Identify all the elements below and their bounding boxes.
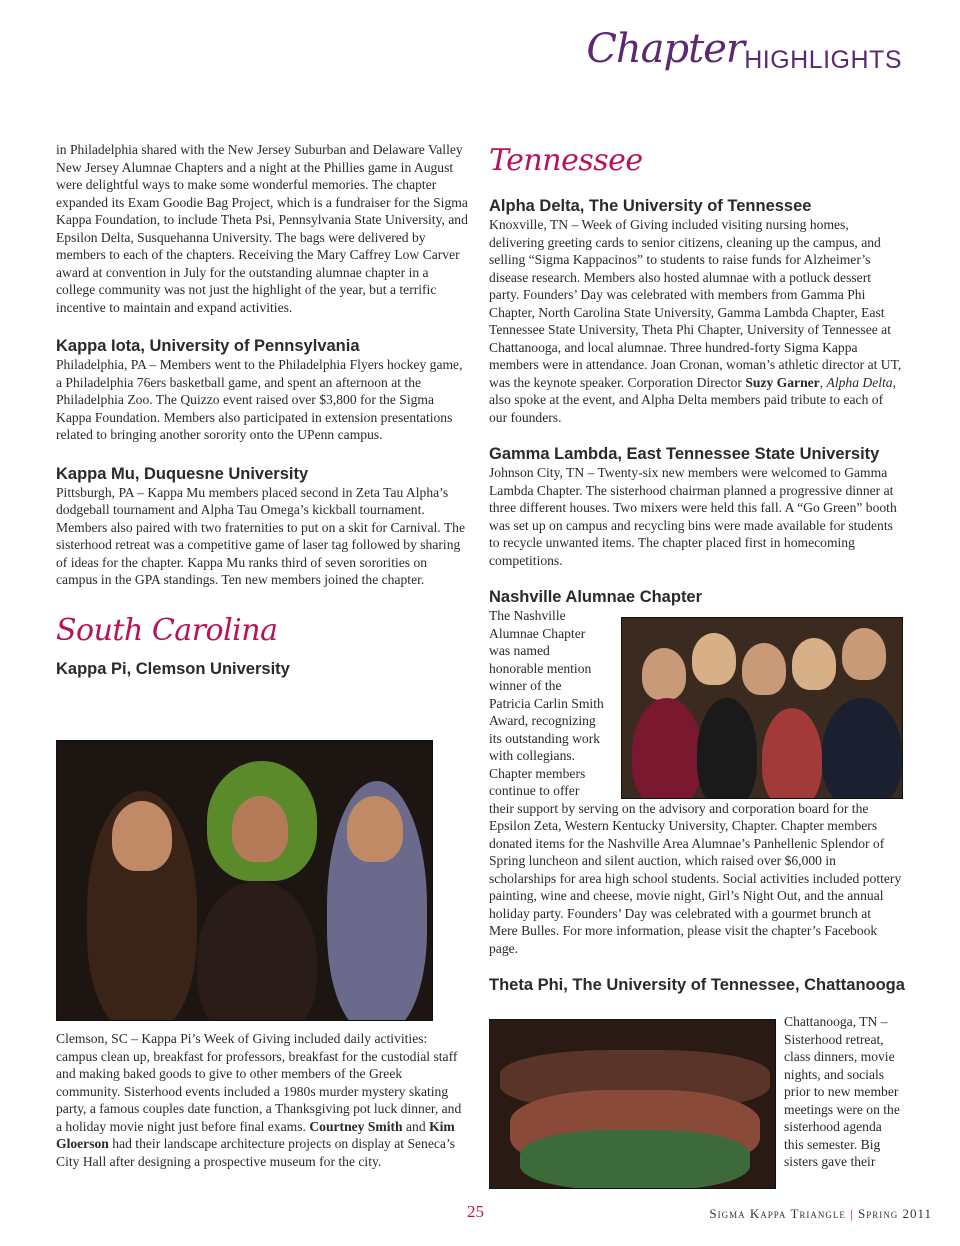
issue-label: Spring 2011	[857, 1206, 932, 1221]
nashville-photo	[621, 617, 903, 799]
state-heading-south-carolina: South Carolina	[56, 612, 278, 648]
right-column	[489, 141, 903, 995]
chapter-text-kappa-pi: Clemson, SC – Kappa Pi’s Week of Giving included daily activities: campus clean up, breakfast for professors, breakfast for the custodial staff and making baked goods to give to other members of the Greek community. Sisterhood events included a 1980s murder mystery skating party, a famous couples date function, a Thanksgiving pot luck dinner, and a holiday movie night just before final exams. Courtney Smith and Kim Gloerson had their landscape architecture projects on display at Seneca’s City Hall after designing a prospective museum for the city.	[56, 1031, 462, 1169]
page-number: 25	[467, 1202, 484, 1221]
chapter-text-theta-phi: Chattanooga, TN – Sisterhood retreat, class dinners, movie nights, and socials prior to new member meetings were on the sisterhood agenda this semester. Big sisters gave their	[784, 1014, 900, 1169]
chapter-text-nashville-wide: their support by serving on the advisory and corporation board for the Epsilon Zeta, Western Kentucky University, Chapter. Chapter members donated items for the Nashville Area Alumnae’s Panhellenic Splendor of Spring luncheon and silent auction, which raised over $6,000 in scholarships for area high school students. Social activities included pottery painting, wine and cheese, movie night, Girl’s Night Out, and the annual holiday party. Founders’ Day was celebrated with a gourmet brunch at Mere Bulles. For more information, please visit the chapter’s Facebook page.	[489, 800, 902, 956]
member-name-kim-gloerson: Kim Gloerson	[56, 1118, 455, 1151]
header-script-word: Chapter	[586, 26, 744, 72]
state-heading-tennessee: Tennessee	[489, 143, 643, 178]
chapter-title-theta-phi: Theta Phi, The University of Tennessee, Chattanooga	[489, 976, 905, 994]
kappa-pi-text-block	[56, 1030, 468, 1170]
chapter-title-kappa-iota: Kappa Iota, University of Pennsylvania	[56, 337, 360, 355]
left-column	[56, 141, 468, 679]
chapter-text-alpha-delta: Knoxville, TN – Week of Giving included visiting nursing homes, delivering greeting cards to senior citizens, cleaning up the campus, and selling “Sigma Kappacinos” to students to raise funds for Alzheimer’s disease research. Members also hosted alumnae with a potluck dessert party. Founders’ Day was celebrated with members from Gamma Phi Chapter, North Carolina State University, Gamma Lambda Chapter, East Tennessee State University, Theta Phi Chapter, University of Tennessee at Chattanooga, and local alumnae. Three hundred-forty Sigma Kappa members were in attendance. Joan Cronan, woman’s athletic director at UT, was the keynote speaker. Corporation Director Suzy Garner, Alpha Delta, also spoke at the event, and Alpha Delta members paid tribute to each of our founders.	[489, 217, 902, 425]
member-name-suzy-garner: Suzy Garner	[745, 374, 820, 390]
chapter-title-gamma-lambda: Gamma Lambda, East Tennessee State University	[489, 445, 880, 463]
theta-phi-text-block	[784, 1013, 904, 1171]
chapter-title-kappa-mu: Kappa Mu, Duquesne University	[56, 464, 309, 483]
chapter-text-nashville-narrow: The Nashville Alumnae Chapter was named honorable mention winner of the Patricia Carlin Smith Award, recognizing its outstanding work with collegians. Chapter members continue to offer	[489, 608, 604, 798]
kappa-pi-photo	[56, 740, 433, 1021]
chapter-title-nashville: Nashville Alumnae Chapter	[489, 588, 703, 606]
chapter-text-kappa-iota: Philadelphia, PA – Members went to the Philadelphia Flyers hockey game, a Philadelphia 76ers basketball game, and spent an afternoon at the Philadelphia Zoo. The Quizzo event raised over $3,800 for the Sigma Kappa Foundation. Members also participated in extension presentations related to bringing another sorority onto the UPenn campus.	[56, 357, 463, 442]
footer-separator: |	[850, 1206, 854, 1221]
chapter-title-alpha-delta: Alpha Delta, The University of Tennessee	[489, 197, 812, 215]
member-name-courtney-smith: Courtney Smith	[309, 1118, 403, 1134]
header-caps-word: HIGHLIGHTS	[744, 46, 902, 74]
publication-footer	[709, 1206, 932, 1222]
chapter-title-kappa-pi: Kappa Pi, Clemson University	[56, 659, 290, 678]
intro-paragraph: in Philadelphia shared with the New Jersey Suburban and Delaware Valley New Jersey Alumnae Chapters and a night at the Phillies game in August were delightful ways to make some wonderful memories. The chapter expanded its Exam Goodie Bag Project, which is a fundraiser for the Sigma Kappa Foundation, to include Theta Psi, Pennsylvania State University, and Epsilon Delta, Susquehanna University. The bags were delivered by members to each of the chapters. Receiving the Mary Caffrey Low Carver award at convention in July for the outstanding alumnae chapter in a college community was not just the highlight of the year, but a terrific incentive to maintain and expand activities.	[56, 142, 468, 315]
publication-name: Sigma Kappa Triangle	[709, 1206, 846, 1221]
theta-phi-photo	[489, 1019, 776, 1189]
chapter-text-gamma-lambda: Johnson City, TN – Twenty-six new members were welcomed to Gamma Lambda Chapter. The sisterhood chairman planned a progressive dinner at three different houses. Two mixers were held this fall. A “Go Green” booth was set up on campus and recycling bins were made available for students to recycle unwanted items. The chapter placed first in homecoming competitions.	[489, 465, 897, 568]
chapter-text-kappa-mu: Pittsburgh, PA – Kappa Mu members placed second in Zeta Tau Alpha’s dodgeball tournament and Alpha Tau Omega’s kickball tournament. Members also paired with two fraternities to put on a skit for Carnival. The sisterhood retreat was a competitive game of laser tag followed by sharing of ideas for the chapter. Kappa Mu ranks third of seven sororities on campus in the GPA standings. Ten new members joined the chapter.	[56, 484, 465, 587]
